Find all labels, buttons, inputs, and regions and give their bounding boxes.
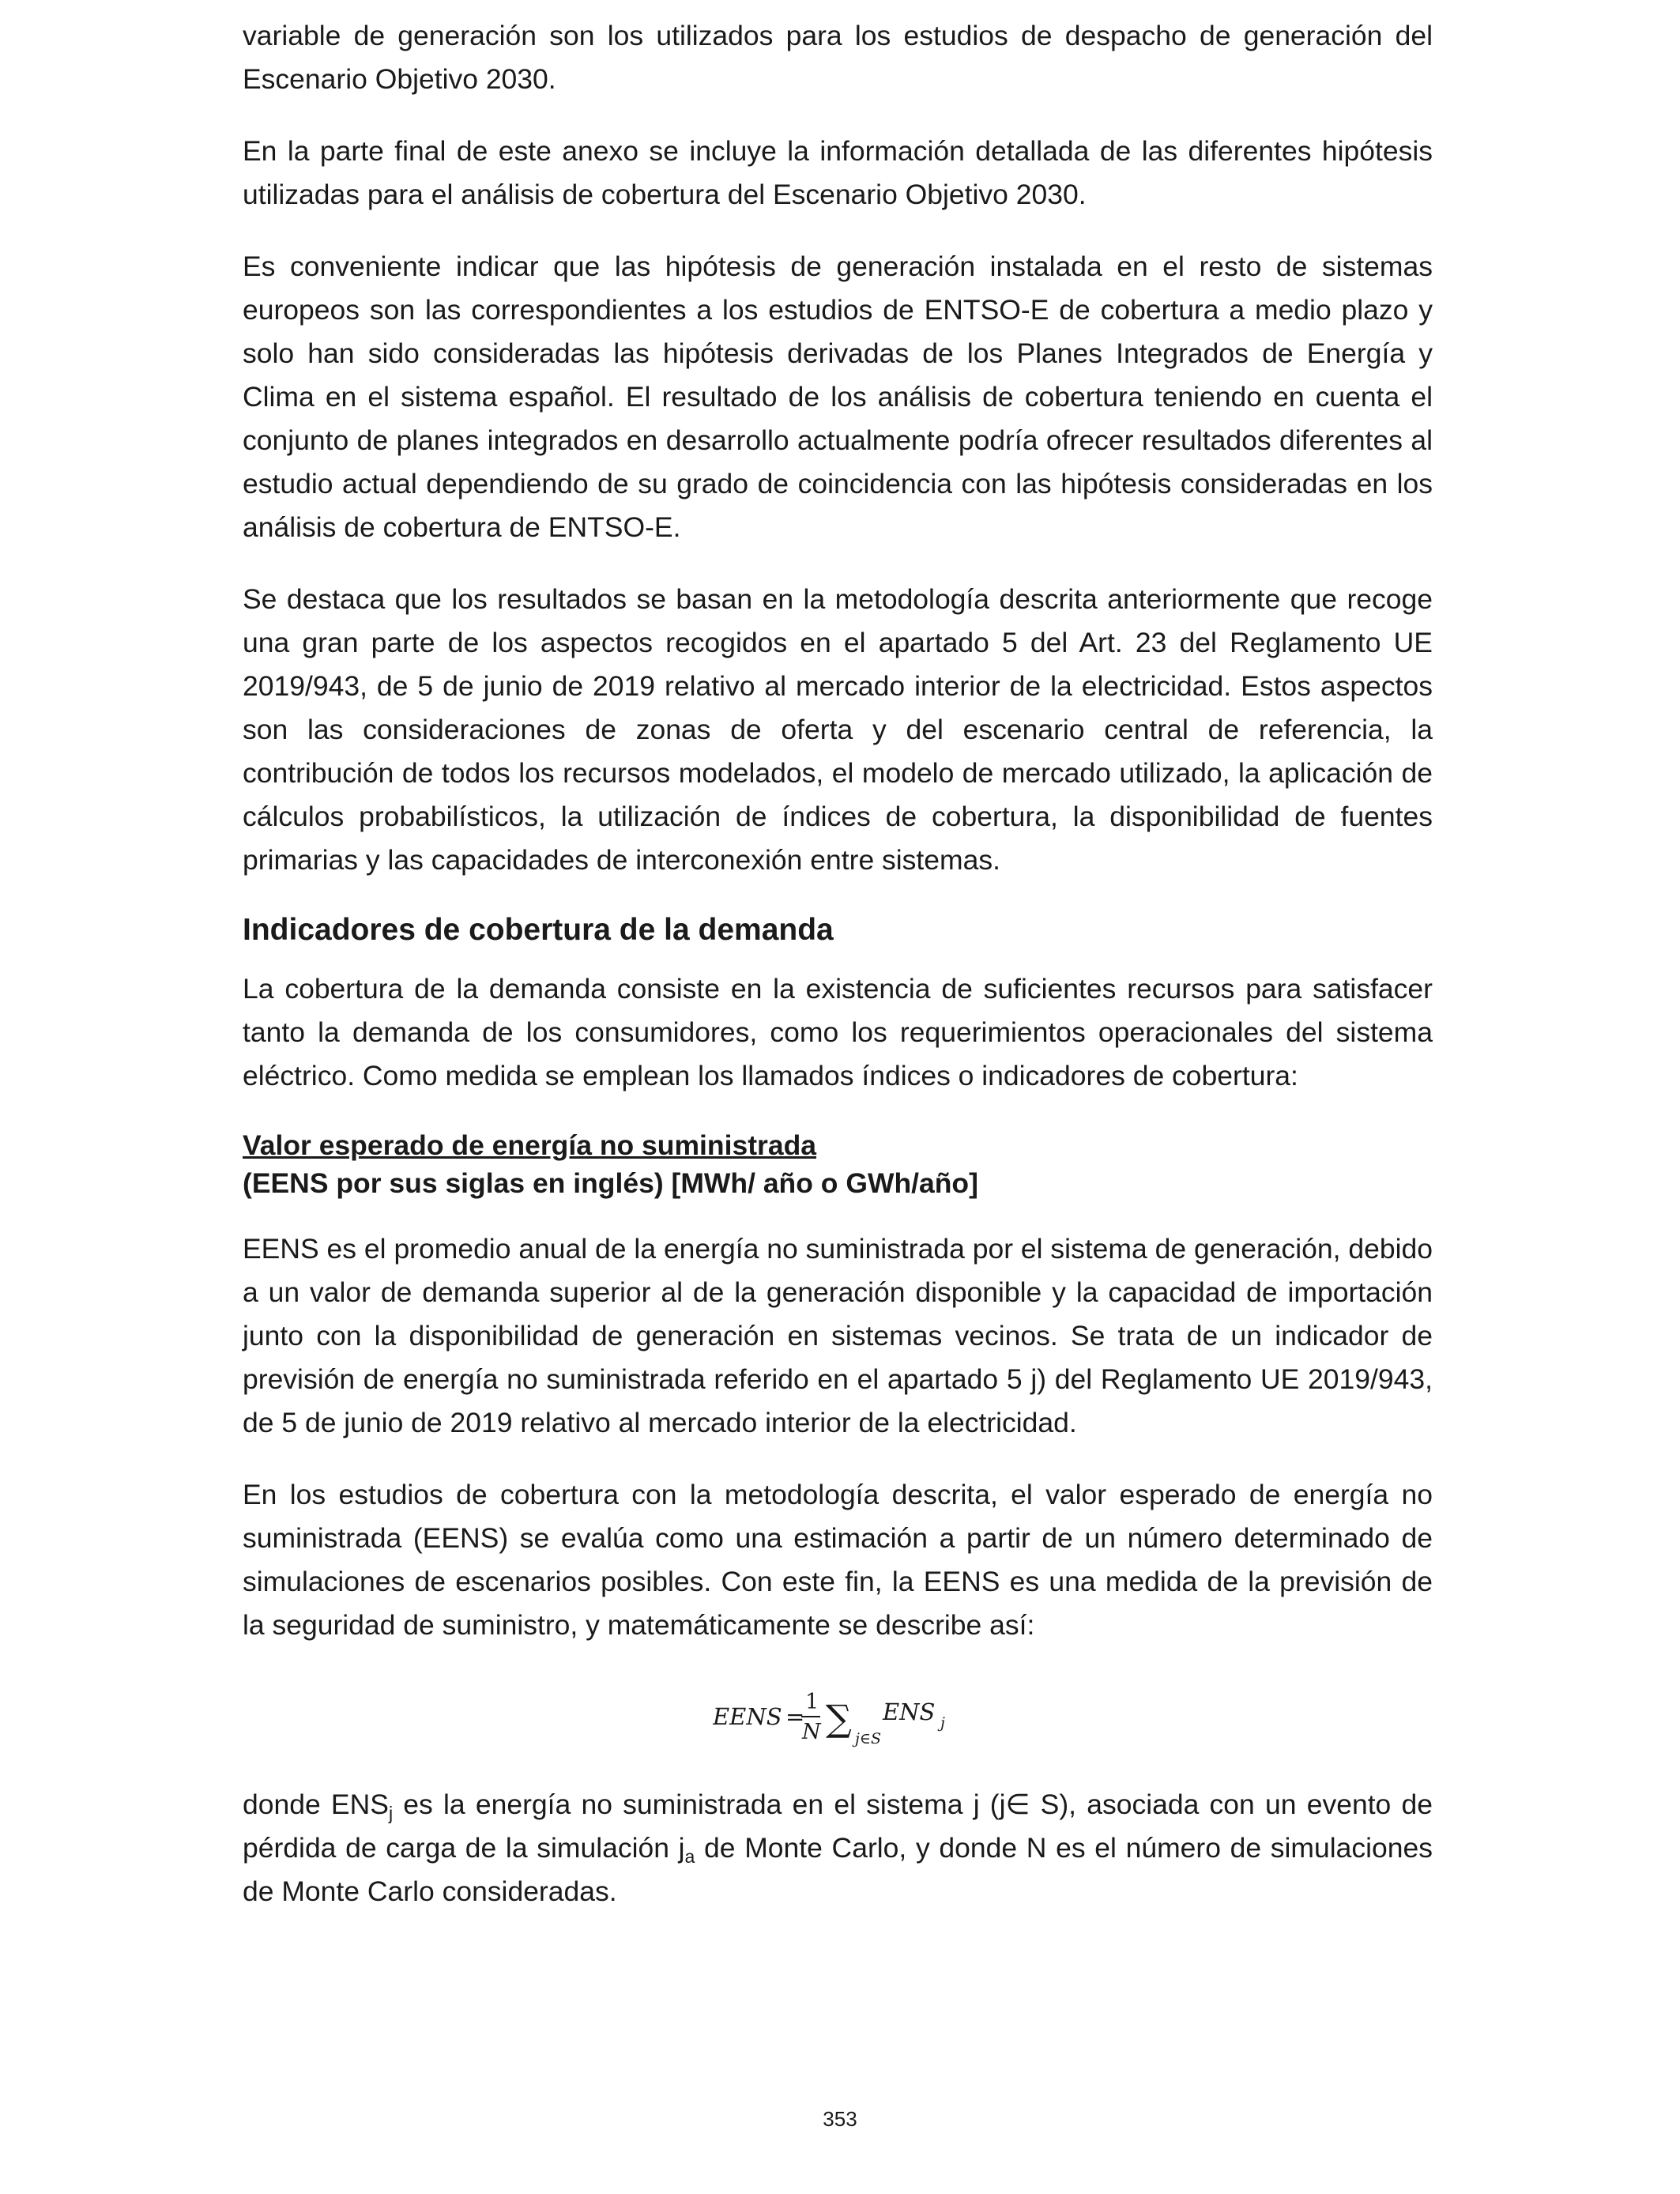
where-subscript-j: j (388, 1802, 394, 1823)
formula-numerator: 1 (805, 1690, 819, 1714)
eens-method: En los estudios de cobertura con la metodología descrita, el valor esperado de energía no suministrada (EENS) se evalúa como una estimación a partir de un número determinado de simulaciones de escenarios posibles. Con este fin, la EENS es una medida de la previsión de la seguridad de suministro, y matemáticamente se describe así: (243, 1479, 1433, 1641)
where-text-2: es la energía no suministrada en el sistema j (j∈ S), asociada con un evento de pérdida de carga de la simulación j (243, 1789, 1433, 1864)
eens-subheading-units: (EENS por sus siglas en inglés) [MWh/ año o GWh/año] (243, 1167, 978, 1199)
formula-sum-symbol: ∑ (826, 1697, 852, 1740)
formula-term: ENS (883, 1698, 936, 1725)
formula-equals: = (785, 1703, 805, 1730)
eens-subheading-title: Valor esperado de energía no suministrada (243, 1129, 817, 1161)
formula-sum-index: j∈S (855, 1730, 881, 1747)
formula-term-subscript: j (940, 1714, 945, 1732)
eens-where-clause (243, 1783, 1433, 1913)
paragraph: Es conveniente indicar que las hipótesis de generación instalada en el resto de sistemas europeos son las correspondientes a los estudios de ENTSO-E de cobertura a medio plazo y solo han sido consideradas las hipótesis derivadas de los Planes Integrados de Energía y Clima en el sistema español. El resultado de los análisis de cobertura teniendo en cuenta el conjunto de planes integrados en desarrollo actualmente podría ofrecer resultados diferentes al estudio actual dependiendo de su grado de coincidencia con las hipótesis consideradas en los análisis de cobertura de ENTSO-E. (243, 251, 1433, 543)
formula-lhs: EENS (713, 1703, 782, 1730)
eens-formula (243, 1676, 1433, 1755)
eens-subheading (243, 1126, 1433, 1202)
eens-formula-svg (713, 1676, 966, 1755)
section-intro: La cobertura de la demanda consiste en la existencia de suficientes recursos para satisfacer tanto la demanda de los consumidores, como los requerimientos operacionales del sistema eléctrico. Como medida se emplean los llamados índices o indicadores de cobertura: (243, 973, 1433, 1091)
formula-denominator: N (802, 1720, 821, 1744)
where-subscript-a: a (684, 1845, 695, 1867)
page-number: 353 (823, 2107, 857, 2131)
where-text-3: de Monte Carlo, y donde N es el número de simulaciones de Monte Carlo consideradas. (243, 1832, 1433, 1907)
eens-definition: EENS es el promedio anual de la energía no suministrada por el sistema de generación, debido a un valor de demanda superior al de la generación disponible y la capacidad de importación junto con la disponibilidad de generación en sistemas vecinos. Se trata de un indicador de previsión de energía no suministrada referido en el apartado 5 j) del Reglamento UE 2019/943, de 5 de junio de 2019 relativo al mercado interior de la electricidad. (243, 1233, 1433, 1438)
section-heading: Indicadores de cobertura de la demanda (243, 913, 834, 947)
paragraph: variable de generación son los utilizados para los estudios de despacho de generación del Escenario Objetivo 2030. (243, 20, 1433, 95)
where-text-1: donde ENS (243, 1789, 389, 1820)
paragraph: Se destaca que los resultados se basan en la metodología descrita anteriormente que recoge una gran parte de los aspectos recogidos en el apartado 5 del Art. 23 del Reglamento UE 2019/943, de 5 de junio de 2019 relativo al mercado interior de la electricidad. Estos aspectos son las consideraciones de zonas de oferta y del escenario central de referencia, la contribución de todos los recursos modelados, el modelo de mercado utilizado, la aplicación de cálculos probabilísticos, la utilización de índices de cobertura, la disponibilidad de fuentes primarias y las capacidades de interconexión entre sistemas. (243, 583, 1433, 876)
paragraph: En la parte final de este anexo se incluye la información detallada de las diferentes hipótesis utilizadas para el análisis de cobertura del Escenario Objetivo 2030. (243, 135, 1433, 210)
document-page (243, 14, 1433, 1942)
